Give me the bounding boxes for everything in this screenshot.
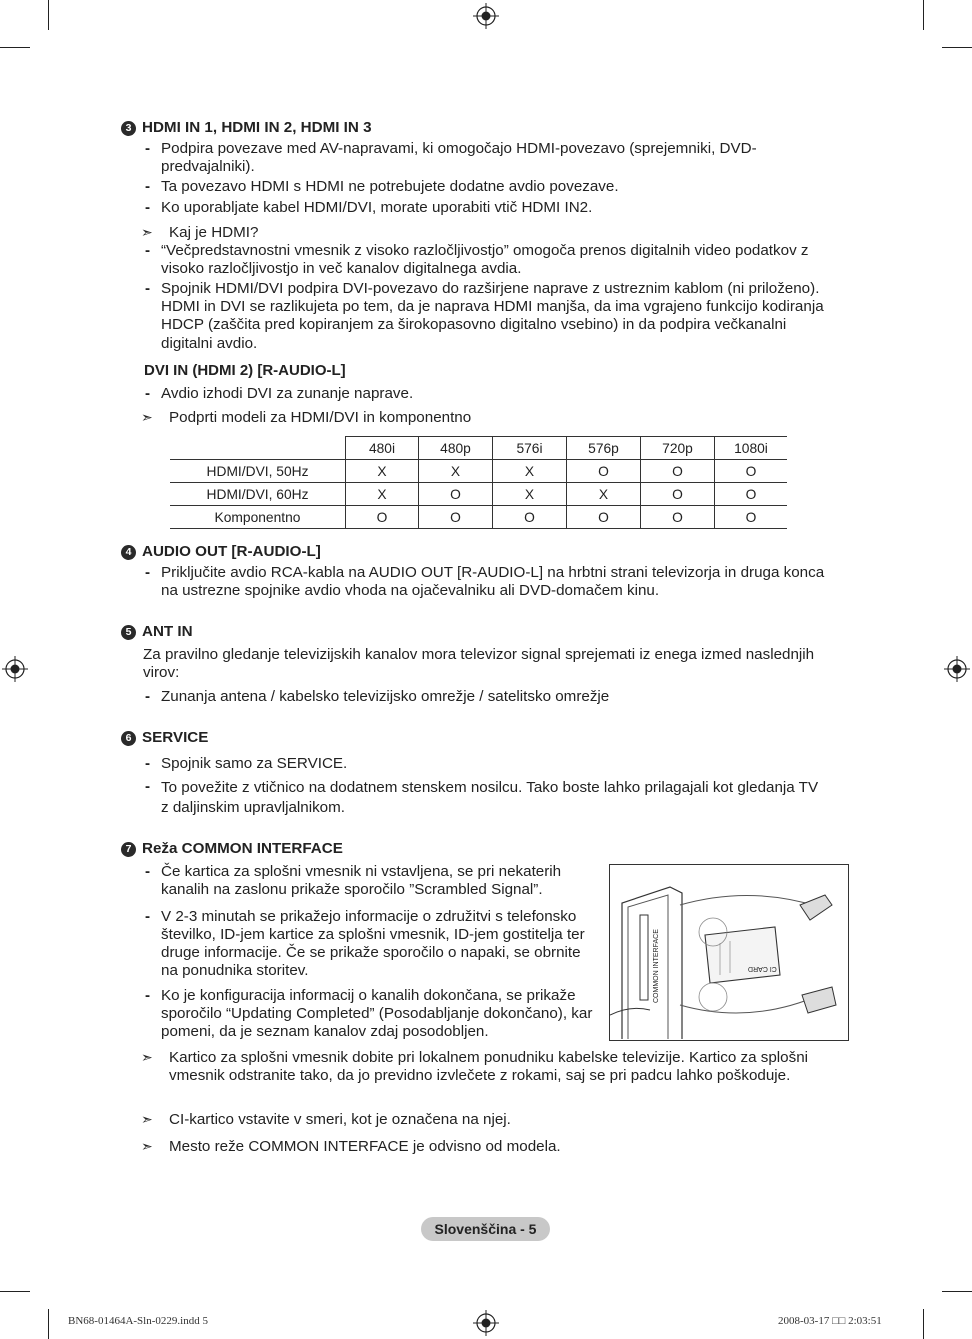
section-number-badge: 7 (121, 842, 136, 857)
note-item: ➣ Kaj je HDMI? (141, 224, 259, 241)
page-number-badge: Slovenščina - 5 (421, 1217, 550, 1241)
section-number-badge: 4 (121, 545, 136, 560)
print-file-slug: BN68-01464A-Sln-0229.indd 5 (68, 1315, 208, 1327)
ci-slot-illustration (610, 865, 847, 1039)
card-label: CI CARD (748, 965, 777, 972)
subheading-dvi-in: DVI IN (HDMI 2) [R-AUDIO-L] (144, 362, 346, 379)
note-arrow-icon: ➣ (141, 1049, 153, 1065)
bullet-item: - Priključite avdio RCA-kabla na AUDIO OUT [R-AUDIO-L] na hrbtni strani televizorja in druga konca na ustrezne spojnike avdio vhoda na ojačevalniku ali DVD-domačem kinu. (145, 564, 825, 599)
section-heading-ant-in (121, 623, 193, 641)
note-item: ➣ Kartico za splošni vmesnik dobite pri lokalnem ponudniku kabelske televizije. Kartico za splošni vmesnik odstranite tako, da jo previdno izvlečete z rokami, saj se pri padcu lahko poškoduje. (141, 1049, 809, 1084)
table-row: HDMI/DVI, 50Hz X X X O O O (170, 460, 787, 483)
bullet-item: - Avdio izhodi DVI za zunanje naprave. (145, 385, 414, 402)
crop-mark (48, 1309, 49, 1339)
table-row: Komponentno O O O O O O (170, 506, 787, 529)
section-number-badge: 3 (121, 121, 136, 136)
section-heading-audio-out (121, 543, 321, 561)
registration-mark-icon (473, 1310, 499, 1336)
section-heading-hdmi-in (121, 119, 372, 137)
bullet-item: - V 2-3 minutah se prikažejo informacije o združitvi s telefonsko številko, ID-jem kartice za splošni vmesnik, ID-jem gostitelja ter druge informacije. Če se prikaže sporočilo o napaki, se obrnite na ponudnika storitev. (145, 908, 585, 979)
ci-card-figure (609, 864, 849, 1041)
bullet-item: - To povežite z vtičnico na dodatnem stenskem nosilcu. Tako boste lahko prilagajali kot gledanja TV z daljinskim upravljalnikom. (145, 778, 819, 816)
crop-mark (0, 1291, 30, 1292)
section-title: HDMI IN 1, HDMI IN 2, HDMI IN 3 (142, 119, 372, 136)
print-datetime-slug: 2008-03-17 □□ 2:03:51 (778, 1315, 882, 1327)
section-title: Reža COMMON INTERFACE (142, 840, 343, 857)
crop-mark (0, 47, 30, 48)
bullet-item: - “Večpredstavnostni vmesnik z visoko razločljivostjo” omogoča prenos digitalnih video podatkov z visoko razločljivostjo in več kanalov digitalnega avdia. (145, 242, 809, 277)
section-number-badge: 5 (121, 625, 136, 640)
section-title: AUDIO OUT [R-AUDIO-L] (142, 543, 321, 560)
note-arrow-icon: ➣ (141, 1111, 153, 1127)
crop-mark (48, 0, 49, 30)
crop-mark (942, 1291, 972, 1292)
crop-mark (942, 47, 972, 48)
bullet-item: - Spojnik HDMI/DVI podpira DVI-povezavo do razširjene naprave z ustreznim kablom (ni priloženo). HDMI in DVI se razlikujeta po tem, da je naprava HDMI manjša, da ima vgrajeno funkcijo kodiranja HDCP (zaščita pred kopiranjem za širokopasovno digitalno vsebino) in da podpira večkanalni digitalni avdio. (145, 280, 824, 352)
crop-mark (923, 1309, 924, 1339)
note-item: ➣ CI-kartico vstavite v smeri, kot je označena na njej. (141, 1111, 511, 1128)
bullet-item: - Če kartica za splošni vmesnik ni vstavljena, se pri nekaterih kanalih na zaslonu prikaže sporočilo ”Scrambled Signal”. (145, 863, 562, 898)
note-item: ➣ Podprti modeli za HDMI/DVI in komponentno (141, 409, 472, 426)
section-title: SERVICE (142, 729, 209, 746)
registration-mark-icon (2, 656, 28, 682)
section-heading-service (121, 729, 208, 747)
note-item: ➣ Mesto reže COMMON INTERFACE je odvisno od modela. (141, 1138, 561, 1155)
registration-mark-icon (944, 656, 970, 682)
section-heading-common-interface (121, 840, 343, 858)
note-arrow-icon: ➣ (141, 409, 153, 425)
bullet-item: - Spojnik samo za SERVICE. (145, 755, 348, 772)
bullet-item: - Ko uporabljate kabel HDMI/DVI, morate uporabiti vtič HDMI IN2. (145, 199, 593, 216)
supported-modes-table (170, 436, 787, 529)
note-arrow-icon: ➣ (141, 1138, 153, 1154)
table-header-row: 480i 480p 576i 576p 720p 1080i (170, 437, 787, 460)
registration-mark-icon (473, 3, 499, 29)
slot-label: COMMON INTERFACE (653, 929, 660, 1003)
bullet-item: - Ta povezavo HDMI s HDMI ne potrebujete dodatne avdio povezave. (145, 178, 619, 195)
crop-mark (923, 0, 924, 30)
paragraph: Za pravilno gledanje televizijskih kanalov mora televizor signal sprejemati iz enega izmed naslednjih virov: (143, 646, 815, 681)
section-number-badge: 6 (121, 731, 136, 746)
bullet-item: - Zunanja antena / kabelsko televizijsko omrežje / satelitsko omrežje (145, 688, 610, 705)
bullet-item: - Podpira povezave med AV-napravami, ki omogočajo HDMI-povezavo (sprejemniki, DVD-predvajalniki). (145, 140, 757, 175)
table-row: HDMI/DVI, 60Hz X O X X O O (170, 483, 787, 506)
note-arrow-icon: ➣ (141, 224, 153, 240)
bullet-item: - Ko je konfiguracija informacij o kanalih dokončana, se prikaže sporočilo “Updating Completed” (Posodabljanje dokončano), kar pomeni, da je seznam kanalov zdaj posodobljen. (145, 987, 593, 1040)
section-title: ANT IN (142, 623, 193, 640)
